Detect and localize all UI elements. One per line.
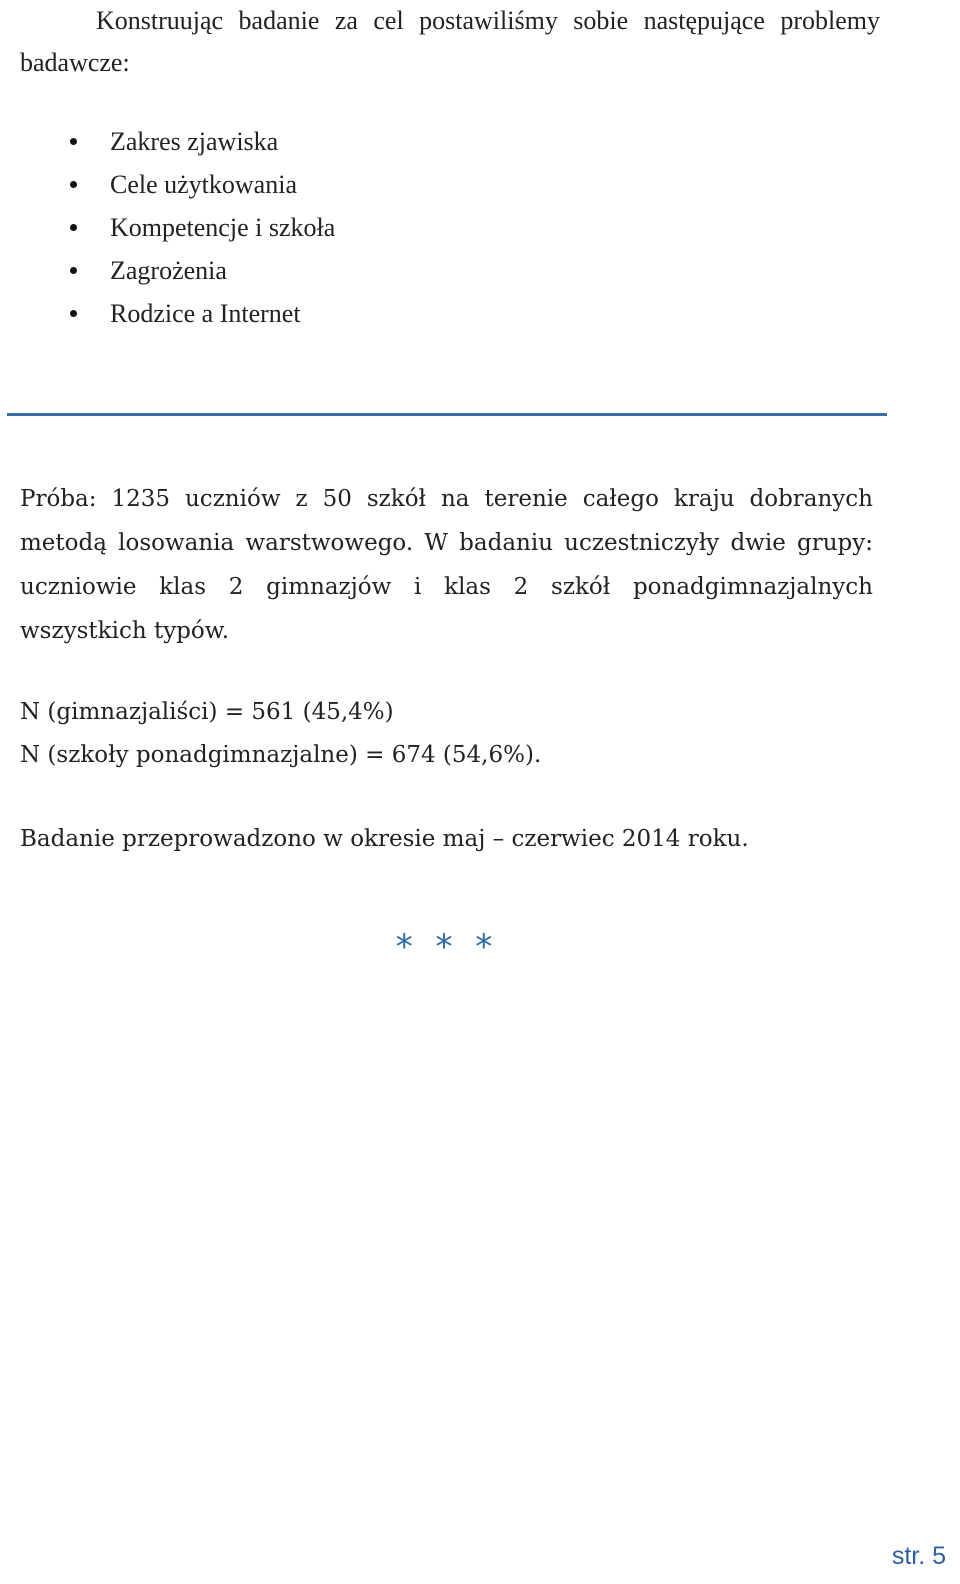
bullet-icon [70,310,77,317]
sample-description: Próba: 1235 uczniów z 50 szkół na terenie całego kraju dobranych metodą losowania warstwowego. W badaniu uczestniczyły dwie grupy: uczniowie klas 2 gimnazjów i klas 2 szkół ponadgimnazjalnych wszystkich typów. [20,486,873,644]
research-problems-list [66,120,335,335]
intro-paragraph: Konstruując badanie za cel postawiliśmy sobie następujące problemy badawcze: [20,6,880,77]
bullet-icon [70,181,77,188]
bullet-icon [70,224,77,231]
study-period: Badanie przeprowadzono w okresie maj – czerwiec 2014 roku. [20,826,749,852]
list-item [66,163,335,206]
page-number: str. 5 [891,1542,946,1570]
list-item-text: Kompetencje i szkoła [110,213,336,242]
list-item [66,249,335,292]
n-ponadgimnazjalne: N (szkoły ponadgimnazjalne) = 674 (54,6%). [20,742,542,768]
list-item [66,206,335,249]
list-item-text: Cele użytkowania [110,170,297,199]
n-gimnazjalisci: N (gimnazjaliści) = 561 (45,4%) [20,699,394,725]
list-item-text: Zagrożenia [110,256,227,285]
list-item [66,120,335,163]
list-item-text: Zakres zjawiska [110,127,279,156]
bullet-icon [70,267,77,274]
section-separator: * * * [395,927,499,967]
list-item [66,292,335,335]
section-divider [7,413,887,416]
list-item-text: Rodzice a Internet [110,299,301,328]
bullet-icon [70,138,77,145]
